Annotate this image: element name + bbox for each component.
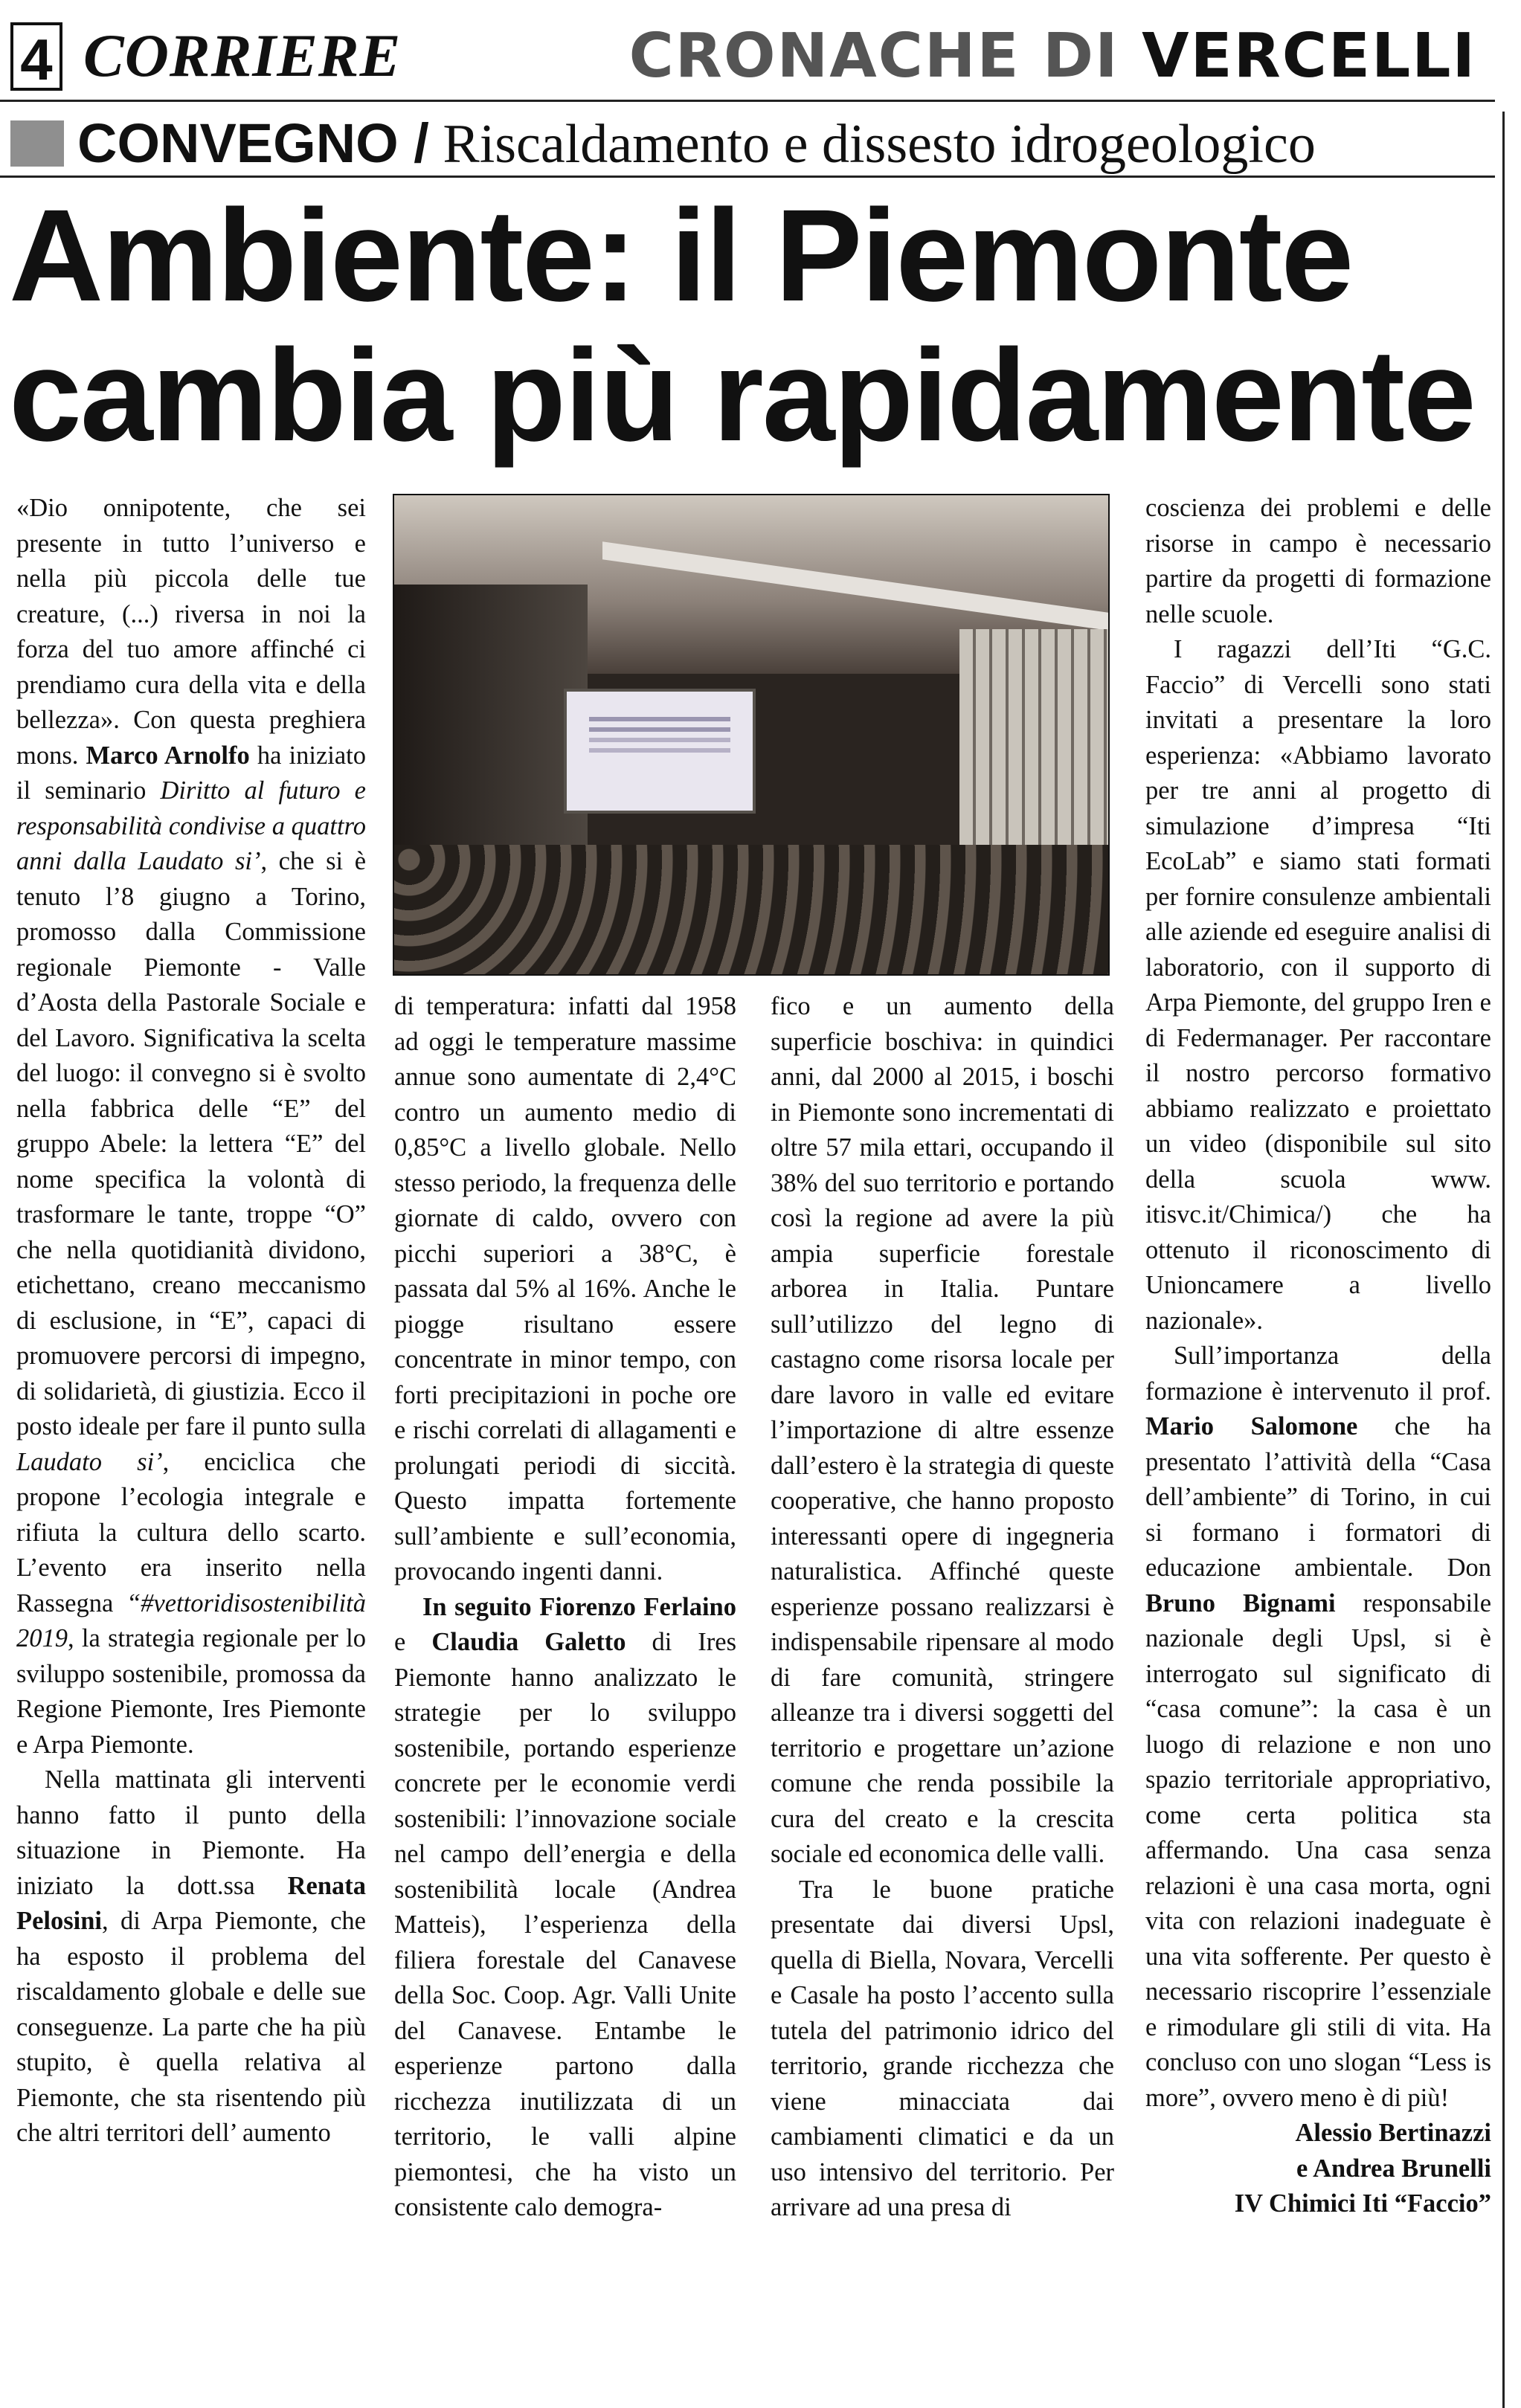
article-paragraph: I ragazzi dell’Iti “G.C. Faccio” di Vercelli sono stati invitati a presentare la loro esperienza: «Abbiamo lavorato per tre anni al progetto di simulazione d’impresa “Iti EcoLab” e siamo stati formati per fornire consulenze ambientali alle aziende ed eseguire analisi di laboratorio, con il supporto di Arpa Piemonte, del gruppo Iren e di Federmanager. Per raccontare il nostro percorso formativo abbiamo realizzato e proiettato un video (disponibile sul sito della scuola www. itisvc.it/Chimica/) che ha ottenuto il riconoscimento di Unioncamere a livello nazionale». bbox=[1145, 635, 1491, 1335]
conference-photo bbox=[393, 494, 1110, 976]
person-name: Bruno Bignami bbox=[1145, 1588, 1336, 1617]
article-paragraph: Tra le buone pratiche presentate dai diversi Upsl, quella di Biella, Novara, Vercelli e Casale ha posto l’accento sulla tutela del patrimonio idrico del territorio, grande ricchezza che viene minacciata dai cambiamenti climatici e da un uso intensivo del territorio. Per arrivare ad una presa di bbox=[771, 1875, 1114, 2221]
text-run: di Ires Piemonte hanno analizzato le strategie per lo sviluppo sostenibile, portando esperienze concrete per le economie verdi sostenibili: l’innovazione sociale nel campo dell’energia e della sostenibilità locale (Andrea Matteis), l’esperienza della filiera forestale del Canavese della Soc. Coop. Agr. Valli Unite del Canavese. Entambe le esperienze partono dalla ricchezza inutilizzata di un territorio, le valli alpine piemontesi, che ha visto un consistente calo demogra- bbox=[394, 1628, 736, 2221]
kicker-rule bbox=[0, 176, 1495, 178]
photo-audience bbox=[394, 845, 1108, 974]
seminar-title: Diritto al futuro e responsabilità condivise a quattro anni dalla Laudato si’ bbox=[16, 776, 366, 875]
projection-screen bbox=[564, 689, 756, 814]
event-title: “#vettoridisostenibilità 2019 bbox=[16, 1588, 366, 1652]
text-run: e bbox=[394, 1628, 406, 1656]
article-column-3 bbox=[771, 989, 1114, 2226]
headline-line-2: cambia più rapidamente bbox=[9, 323, 1475, 469]
article-paragraph bbox=[1145, 1339, 1491, 2116]
person-name: Mario Salomone bbox=[1145, 1412, 1358, 1440]
text-run: «Dio onnipotente, che sei presente in tutto l’universo e nella più piccola delle tue creature, (...) riversa in noi la forza del tuo amore affinché ci prendiamo cura della vita e della bellezza». Con questa preghiera mons. bbox=[16, 494, 366, 770]
kicker-label: CONVEGNO / bbox=[77, 112, 429, 174]
text-run: ha iniziato il seminario bbox=[16, 741, 367, 805]
kicker-marker bbox=[10, 120, 64, 167]
headline-line-1: Ambiente: il Piemonte bbox=[9, 183, 1353, 329]
kicker-topic: Riscaldamento e dissesto idrogeologico bbox=[443, 114, 1316, 175]
signature-line: IV Chimici Iti “Faccio” bbox=[1234, 2189, 1491, 2218]
encyclical-title: Laudato si’ bbox=[16, 1447, 163, 1476]
person-name: Fiorenzo Ferlaino bbox=[539, 1592, 736, 1621]
signature-line: e Andrea Brunelli bbox=[1296, 2154, 1491, 2183]
article-column-2 bbox=[394, 989, 736, 2226]
person-name: Marco Arnolfo bbox=[86, 741, 250, 770]
text-run: , di Arpa Piemonte, che ha esposto il problema del riscaldamento globale e delle sue conseguenze. La parte che ha più stupito, è quella relativa al Piemonte, che sta risentendo più che altri territori dell’ aumento bbox=[16, 1907, 366, 2147]
text-run: Nella mattinata gli interventi hanno fatto il punto della situazione in Piemonte. Ha iniziato la dott.ssa bbox=[16, 1765, 366, 1900]
section-title-bold: VERCELLI bbox=[1142, 21, 1476, 91]
article-paragraph bbox=[16, 1762, 366, 2151]
section-title-light: CRONACHE DI bbox=[628, 21, 1142, 91]
article-column-4 bbox=[1145, 491, 1491, 2222]
newspaper-masthead: CORRIERE bbox=[83, 22, 402, 89]
article-paragraph: fico e un aumento della superficie boschiva: in quindici anni, dal 2000 al 2015, i boschi in Piemonte sono incrementati di oltre 57 mila ettari, occupando il 38% del suo territorio e portando così la regione ad avere la più ampia superficie forestale arborea in Italia. Puntare sull’utilizzo del legno di castagno come risorsa locale per dare lavoro in valle ed evitare l’importazione di altre essenze dall’estero è la strategia di queste cooperative, che hanno proposto interessanti opere di ingegneria naturalistica. Affinché queste esperienze possano realizzarsi è indispensabile ripensare al modo di fare comunità, stringere alleanze tra i diversi soggetti del territorio e progettare un’azione comune che renda possibile la cura del creato e la crescita sociale ed economica delle valli. bbox=[771, 992, 1114, 1868]
person-name: Claudia Galetto bbox=[431, 1628, 626, 1656]
text-run: che ha presentato l’attività della “Casa dell’ambiente” di Torino, in cui si formano i formatori di educazione ambientale. Don bbox=[1145, 1412, 1491, 1582]
kicker bbox=[77, 112, 1316, 176]
section-title bbox=[629, 21, 1476, 91]
column-rule-right bbox=[1502, 112, 1505, 2408]
screen-slide bbox=[589, 717, 730, 721]
article-signature bbox=[1145, 2116, 1491, 2222]
text-run: In seguito bbox=[422, 1592, 532, 1621]
person-name: Renata Pelosini bbox=[16, 1871, 366, 1935]
text-run: Sull’importanza della formazione è intervenuto il prof. bbox=[1145, 1342, 1491, 1406]
article-paragraph bbox=[394, 1590, 736, 2226]
text-run: responsabile nazionale degli Upsl, si è interrogato sul significato di “casa comune”: la casa è un luogo di relazione e non uno spazio territoriale appropriativo, come certa politica sta affermando. Una casa senza relazioni è una casa morta, ogni vita con relazioni inadeguate è una vita sofferente. Per questo è necessario riscoprire l’essenziale e rimodulare gli stili di vita. Ha concluso con uno slogan “Less is more”, ovvero meno è di più! bbox=[1145, 1588, 1492, 2112]
text-run: , enciclica che propone l’ecologia integrale e rifiuta la cultura dello scarto. L’evento era inserito nella Rassegna bbox=[16, 1447, 366, 1617]
text-run: , che si è tenuto l’8 giugno a Torino, promosso dalla Commissione regionale Piemonte - Valle d’Aosta della Pastorale Sociale e del Lavoro. Significativa la scelta del luogo: il convegno si è svolto nella fabbrica delle “E” del gruppo Abele: la lettera “E” del nome specifica la volontà di trasformare le tante, troppe “O” che nella quotidianità dividono, etichettano, creano meccanismo di esclusione, in “E”, capaci di promuovere percorsi di impegno, di solidarietà, di giustizia. Ecco il posto ideale per fare il punto sulla bbox=[16, 847, 367, 1440]
page-number: 4 bbox=[10, 22, 62, 91]
signature-line: Alessio Bertinazzi bbox=[1295, 2119, 1491, 2147]
article-paragraph: coscienza dei problemi e delle risorse in campo è necessario partire da progetti di formazione nelle scuole. bbox=[1145, 494, 1491, 628]
header-rule bbox=[0, 100, 1495, 102]
article-paragraph bbox=[16, 491, 366, 1762]
article-column-1 bbox=[16, 491, 366, 2151]
article-paragraph: di temperatura: infatti dal 1958 ad oggi le temperature massime annue sono aumentate di 2,4°C contro un aumento medio di 0,85°C a livello globale. Nello stesso periodo, la frequenza delle giornate di caldo, ovvero con picchi superiori a 38°C, è passata dal 5% al 16%. Anche le piogge risultano essere concentrate in minor tempo, con forti precipitazioni in poche ore e rischi correlati di allagamenti e prolungati periodi di siccità. Questo impatta fortemente sull’ambiente e sull’economia, provocando ingenti danni. bbox=[394, 992, 736, 1586]
headline bbox=[9, 183, 1489, 469]
text-run: , la strategia regionale per lo sviluppo sostenibile, promossa da Regione Piemonte, Ires Piemonte e Arpa Piemonte. bbox=[16, 1624, 366, 1759]
